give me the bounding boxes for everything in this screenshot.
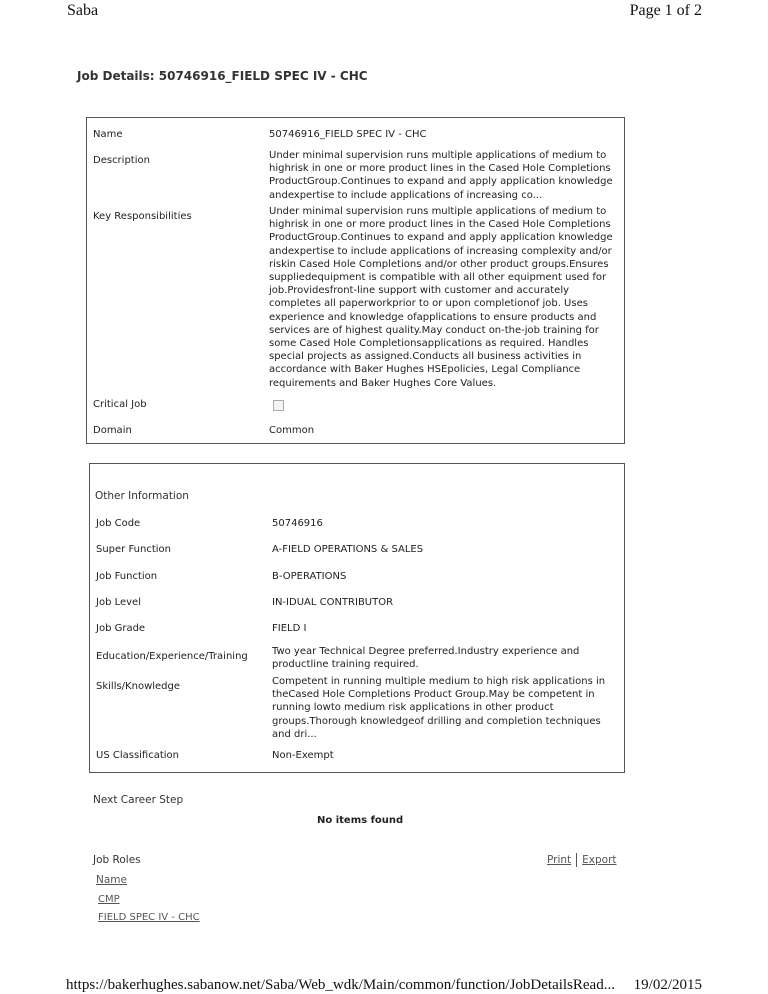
- job-function-label: Job Function: [96, 571, 158, 582]
- footer-date: 19/02/2015: [633, 977, 702, 993]
- us-classification-label: US Classification: [96, 750, 180, 761]
- role-item[interactable]: CMP: [98, 894, 120, 905]
- no-items-found: No items found: [317, 815, 404, 826]
- job-code-label: Job Code: [96, 518, 141, 529]
- job-grade-label: Job Grade: [96, 623, 146, 634]
- skills-value: Competent in running multiple medium to high risk applications in theCased Hole Completions Product Group.May be competent in running lowto medium risk applications in other product groups.Thorough knowledgeof drilling and completion techniques and dri...: [272, 676, 606, 740]
- job-details-box: [86, 117, 625, 444]
- other-information-box: [89, 463, 625, 773]
- education-label: Education/Experience/Training: [96, 651, 248, 662]
- footer-url: https://bakerhughes.sabanow.net/Saba/Web_wdk/Main/common/function/JobDetailsRead...: [66, 977, 615, 993]
- roles-column-header[interactable]: Name: [96, 874, 127, 886]
- education-value: Two year Technical Degree preferred.Industry experience and productline training required.: [272, 646, 580, 671]
- critical-job-checkbox[interactable]: [273, 400, 284, 411]
- skills-label: Skills/Knowledge: [96, 681, 181, 692]
- domain-label: Domain: [93, 425, 132, 436]
- next-career-step-title: Next Career Step: [93, 794, 184, 806]
- domain-value: Common: [269, 425, 315, 436]
- responsibilities-label: Key Responsibilities: [93, 211, 192, 222]
- description-value: Under minimal supervision runs multiple applications of medium to highrisk in one or more product lines in the Cased Hole Completions ProductGroup.Continues to expand and apply application knowledge andexpertise to include applications of increasing co...: [269, 150, 613, 201]
- name-label: Name: [93, 129, 123, 140]
- job-roles-actions: [547, 853, 617, 867]
- header-app-name: Saba: [67, 2, 99, 19]
- job-level-value: IN-IDUAL CONTRIBUTOR: [272, 597, 394, 608]
- us-classification-value: Non-Exempt: [272, 750, 334, 761]
- critical-job-label: Critical Job: [93, 399, 147, 410]
- job-level-label: Job Level: [96, 597, 141, 608]
- export-link[interactable]: Export: [582, 854, 617, 866]
- super-function-label: Super Function: [96, 544, 172, 555]
- job-grade-value: FIELD I: [272, 623, 307, 634]
- job-roles-title: Job Roles: [93, 854, 141, 866]
- page-title: Job Details: 50746916_FIELD SPEC IV - CHC: [77, 69, 368, 83]
- job-function-value: B-OPERATIONS: [272, 571, 347, 582]
- other-information-title: Other Information: [95, 490, 189, 502]
- responsibilities-value: Under minimal supervision runs multiple applications of medium to highrisk in one or more product lines in the Cased Hole Completions ProductGroup.Continues to expand and apply application knowledge andexpertise to include applications of increasing complexity and/or riskin Cased Hole Completions and/or other product groups.Ensures suppliedequipment is compatible with all other equipment used for job.Providesfront-line support with customer and accurately completes all paperworkprior to or upon completionof job. Uses experience and knowledge ofapplications to ensure products and services are of highest quality.May conduct on-the-job training for some Cased Hole Completionsapplications as required. Handles special projects as assigned.Conducts all business activities in accordance with Baker Hughes HSEpolicies, Legal Compliance requirements and Baker Hughes Core Values.: [269, 206, 613, 389]
- print-link[interactable]: Print: [547, 854, 572, 866]
- job-code-value: 50746916: [272, 518, 323, 529]
- super-function-value: A-FIELD OPERATIONS & SALES: [272, 544, 424, 555]
- name-value: 50746916_FIELD SPEC IV - CHC: [269, 129, 427, 140]
- action-separator: [576, 853, 577, 867]
- header-page-number: Page 1 of 2: [629, 2, 702, 19]
- description-label: Description: [93, 155, 150, 166]
- role-item[interactable]: FIELD SPEC IV - CHC: [98, 912, 200, 923]
